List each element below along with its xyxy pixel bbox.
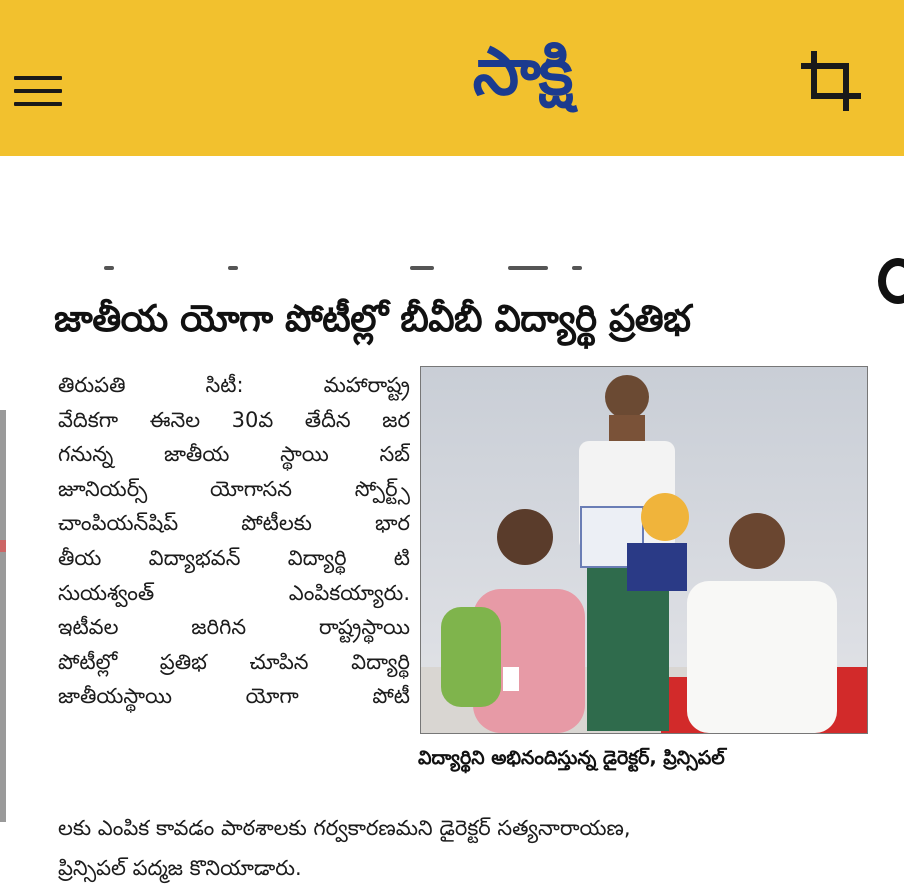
hamburger-menu-icon[interactable] (14, 72, 62, 110)
residual-print-mark (410, 266, 434, 270)
body-line: గనున్న జాతీయ స్థాయి సబ్ (58, 442, 410, 467)
body-line: చాంపియన్‌షిప్ పోటీలకు భార (58, 511, 410, 536)
article-headline: జాతీయ యోగా పోటీల్లో బీవీబీ విద్యార్థి ప్రతిభ (54, 297, 691, 340)
residual-print-mark (508, 266, 548, 270)
edge-marker-icon (878, 258, 904, 304)
residual-print-mark (228, 266, 238, 270)
body-line: ప్రిన్సిపల్ పద్మజ కొనియాడారు. (58, 856, 302, 880)
article-body-column (58, 368, 410, 714)
photo-illustration (421, 367, 867, 733)
body-line: లకు ఎంపిక కావడం పాఠశాలకు గర్వకారణమని డైరెక్టర్ సత్యనారాయణ, (58, 816, 631, 840)
residual-print-mark (572, 266, 582, 270)
body-line: సుయశ్వంత్ ఎంపికయ్యారు. (58, 580, 410, 605)
body-line: వేదికగా ఈనెల 30వ తేదీన జర (58, 407, 410, 432)
body-line: తీయ విద్యాభవన్ విద్యార్థి టి (58, 545, 410, 570)
body-line: జూనియర్స్ యోగాసన స్పోర్ట్స్ (58, 476, 410, 501)
crop-icon[interactable] (800, 50, 864, 114)
photo-caption: విద్యార్థిని అభినందిస్తున్న డైరెక్టర్, ప్రిన్సిపల్ (418, 747, 725, 769)
adjacent-clipping-mark (0, 540, 6, 552)
article-body-wide (58, 808, 878, 888)
residual-print-mark (104, 266, 114, 270)
body-line: తిరుపతి సిటీ: మహారాష్ట్ర (58, 373, 410, 397)
adjacent-clipping-edge (0, 410, 6, 822)
news-photo (420, 366, 868, 734)
body-line: ఇటీవల జరిగిన రాష్ట్రస్థాయి (58, 615, 410, 640)
body-line: జాతీయస్థాయి యోగా పోటీ (58, 684, 410, 709)
sakshi-logo: సాక్షి (472, 32, 572, 110)
app-header (0, 0, 904, 156)
body-line: పోటీల్లో ప్రతిభ చూపిన విద్యార్థి (58, 649, 410, 674)
